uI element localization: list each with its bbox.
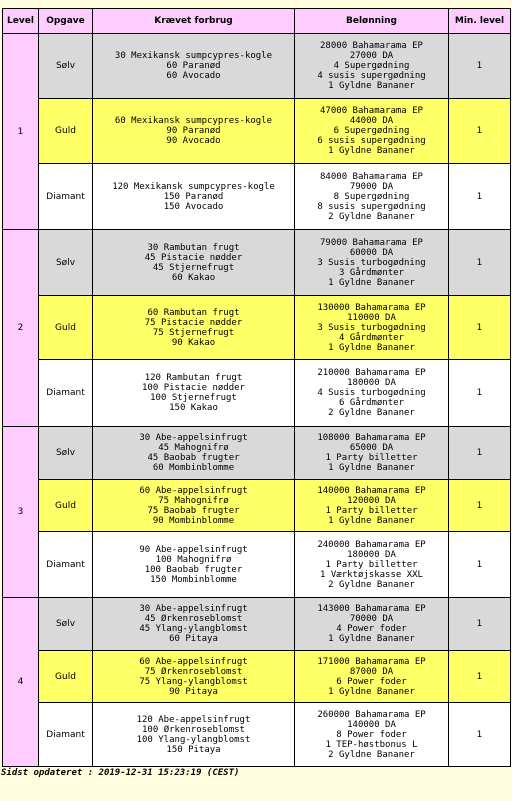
- task-cell: Sølv: [39, 598, 93, 651]
- header-required: Krævet forbrug: [93, 9, 295, 34]
- table-row: [3, 532, 511, 598]
- reward-cell: 210000 Bahamarama EP 180000 DA 4 Susis turbogødning 6 Gårdmønter 2 Gyldne Bananer: [295, 360, 449, 427]
- table-row: [3, 480, 511, 532]
- task-cell: Sølv: [39, 34, 93, 99]
- required-cell: 30 Abe-appelsinfrugt 45 Mahognifrø 45 Baobab frugter 60 Mombinblomme: [93, 427, 295, 480]
- task-cell: Diamant: [39, 164, 93, 230]
- header-level: Level: [3, 9, 39, 34]
- task-cell: Diamant: [39, 532, 93, 598]
- last-updated: Sidst opdateret : 2019-12-31 15:23:19 (CEST): [1, 768, 240, 778]
- table-row: [3, 230, 511, 296]
- task-cell: Guld: [39, 480, 93, 532]
- min-level-cell: 1: [449, 99, 511, 164]
- table-row: [3, 598, 511, 651]
- level-cell: 1: [3, 34, 39, 230]
- required-cell: 30 Abe-appelsinfrugt 45 Ørkenroseblomst 45 Ylang-ylangblomst 60 Pitaya: [93, 598, 295, 651]
- table-row: [3, 34, 511, 99]
- level-cell: 4: [3, 598, 39, 767]
- min-level-cell: 1: [449, 703, 511, 767]
- table-row: [3, 703, 511, 767]
- header-task: Opgave: [39, 9, 93, 34]
- min-level-cell: 1: [449, 164, 511, 230]
- task-cell: Guld: [39, 651, 93, 703]
- header-reward: Belønning: [295, 9, 449, 34]
- min-level-cell: 1: [449, 598, 511, 651]
- min-level-cell: 1: [449, 296, 511, 360]
- reward-cell: 240000 Bahamarama EP 180000 DA 1 Party billetter 1 Værktøjskasse XXL 2 Gyldne Bananer: [295, 532, 449, 598]
- required-cell: 90 Abe-appelsinfrugt 100 Mahognifrø 100 Baobab frugter 150 Mombinblomme: [93, 532, 295, 598]
- rewards-table: [2, 8, 511, 767]
- required-cell: 120 Rambutan frugt 100 Pistacie nødder 100 Stjernefrugt 150 Kakao: [93, 360, 295, 427]
- table-row: [3, 651, 511, 703]
- table-row: [3, 360, 511, 427]
- header-min-level: Min. level: [449, 9, 511, 34]
- task-cell: Guld: [39, 99, 93, 164]
- min-level-cell: 1: [449, 230, 511, 296]
- task-cell: Diamant: [39, 360, 93, 427]
- min-level-cell: 1: [449, 651, 511, 703]
- required-cell: 60 Rambutan frugt 75 Pistacie nødder 75 Stjernefrugt 90 Kakao: [93, 296, 295, 360]
- table-row: [3, 99, 511, 164]
- task-cell: Guld: [39, 296, 93, 360]
- min-level-cell: 1: [449, 34, 511, 99]
- required-cell: 60 Abe-appelsinfrugt 75 Mahognifrø 75 Baobab frugter 90 Mombinblomme: [93, 480, 295, 532]
- min-level-cell: 1: [449, 360, 511, 427]
- reward-cell: 130000 Bahamarama EP 110000 DA 3 Susis turbogødning 4 Gårdmønter 1 Gyldne Bananer: [295, 296, 449, 360]
- required-cell: 60 Abe-appelsinfrugt 75 Ørkenroseblomst 75 Ylang-ylangblomst 90 Pitaya: [93, 651, 295, 703]
- min-level-cell: 1: [449, 480, 511, 532]
- required-cell: 120 Mexikansk sumpcypres-kogle 150 Paranød 150 Avocado: [93, 164, 295, 230]
- reward-cell: 108000 Bahamarama EP 65000 DA 1 Party billetter 1 Gyldne Bananer: [295, 427, 449, 480]
- required-cell: 30 Mexikansk sumpcypres-kogle 60 Paranød 60 Avocado: [93, 34, 295, 99]
- header-row: [3, 9, 511, 34]
- reward-cell: 28000 Bahamarama EP 27000 DA 4 Supergødning 4 susis supergødning 1 Gyldne Bananer: [295, 34, 449, 99]
- table-row: [3, 296, 511, 360]
- reward-cell: 171000 Bahamarama EP 87000 DA 6 Power foder 1 Gyldne Bananer: [295, 651, 449, 703]
- task-cell: Sølv: [39, 230, 93, 296]
- level-cell: 2: [3, 230, 39, 427]
- task-cell: Diamant: [39, 703, 93, 767]
- reward-cell: 260000 Bahamarama EP 140000 DA 8 Power foder 1 TEP-høstbonus L 2 Gyldne Bananer: [295, 703, 449, 767]
- required-cell: 60 Mexikansk sumpcypres-kogle 90 Paranød 90 Avocado: [93, 99, 295, 164]
- reward-cell: 79000 Bahamarama EP 60000 DA 3 Susis turbogødning 3 Gårdmønter 1 Gyldne Bananer: [295, 230, 449, 296]
- level-cell: 3: [3, 427, 39, 598]
- required-cell: 30 Rambutan frugt 45 Pistacie nødder 45 Stjernefrugt 60 Kakao: [93, 230, 295, 296]
- min-level-cell: 1: [449, 427, 511, 480]
- reward-cell: 84000 Bahamarama EP 79000 DA 8 Supergødning 8 susis supergødning 2 Gyldne Bananer: [295, 164, 449, 230]
- reward-cell: 140000 Bahamarama EP 120000 DA 1 Party billetter 1 Gyldne Bananer: [295, 480, 449, 532]
- table-row: [3, 164, 511, 230]
- table-row: [3, 427, 511, 480]
- reward-cell: 47000 Bahamarama EP 44000 DA 6 Supergødning 6 susis supergødning 1 Gyldne Bananer: [295, 99, 449, 164]
- table-body: [3, 34, 511, 767]
- task-cell: Sølv: [39, 427, 93, 480]
- required-cell: 120 Abe-appelsinfrugt 100 Ørkenroseblomst 100 Ylang-ylangblomst 150 Pitaya: [93, 703, 295, 767]
- min-level-cell: 1: [449, 532, 511, 598]
- reward-cell: 143000 Bahamarama EP 70000 DA 4 Power foder 1 Gyldne Bananer: [295, 598, 449, 651]
